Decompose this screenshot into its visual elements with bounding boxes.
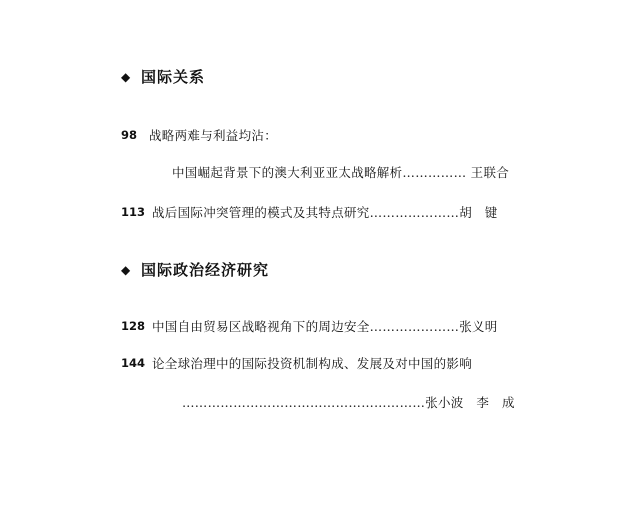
article-title-author: 中国自由贸易区战略视角下的周边安全…………………张义明 <box>152 319 498 334</box>
article-subtitle-author: 中国崛起背景下的澳大利亚亚太战略解析…………… 王联合 <box>172 165 510 180</box>
diamond-bullet-icon: ◆ <box>121 69 132 84</box>
page-number: 144 <box>121 356 146 370</box>
section-title: 国际关系 <box>141 68 206 86</box>
diamond-bullet-icon: ◆ <box>121 262 132 277</box>
page-number: 113 <box>121 205 146 219</box>
article-authors: …………………………………………………张小波 李 成 <box>182 395 515 410</box>
section-title: 国际政治经济研究 <box>141 261 270 279</box>
page-number: 98 <box>121 128 138 142</box>
article-title: 论全球治理中的国际投资机制构成、发展及对中国的影响 <box>152 356 473 371</box>
section-heading-international-relations <box>121 66 205 87</box>
article-title-author: 战后国际冲突管理的模式及其特点研究…………………胡 键 <box>152 205 498 220</box>
page-number: 128 <box>121 319 146 333</box>
article-title: 战略两难与利益均沾： <box>149 128 278 143</box>
section-heading-international-political-economy <box>121 259 269 280</box>
